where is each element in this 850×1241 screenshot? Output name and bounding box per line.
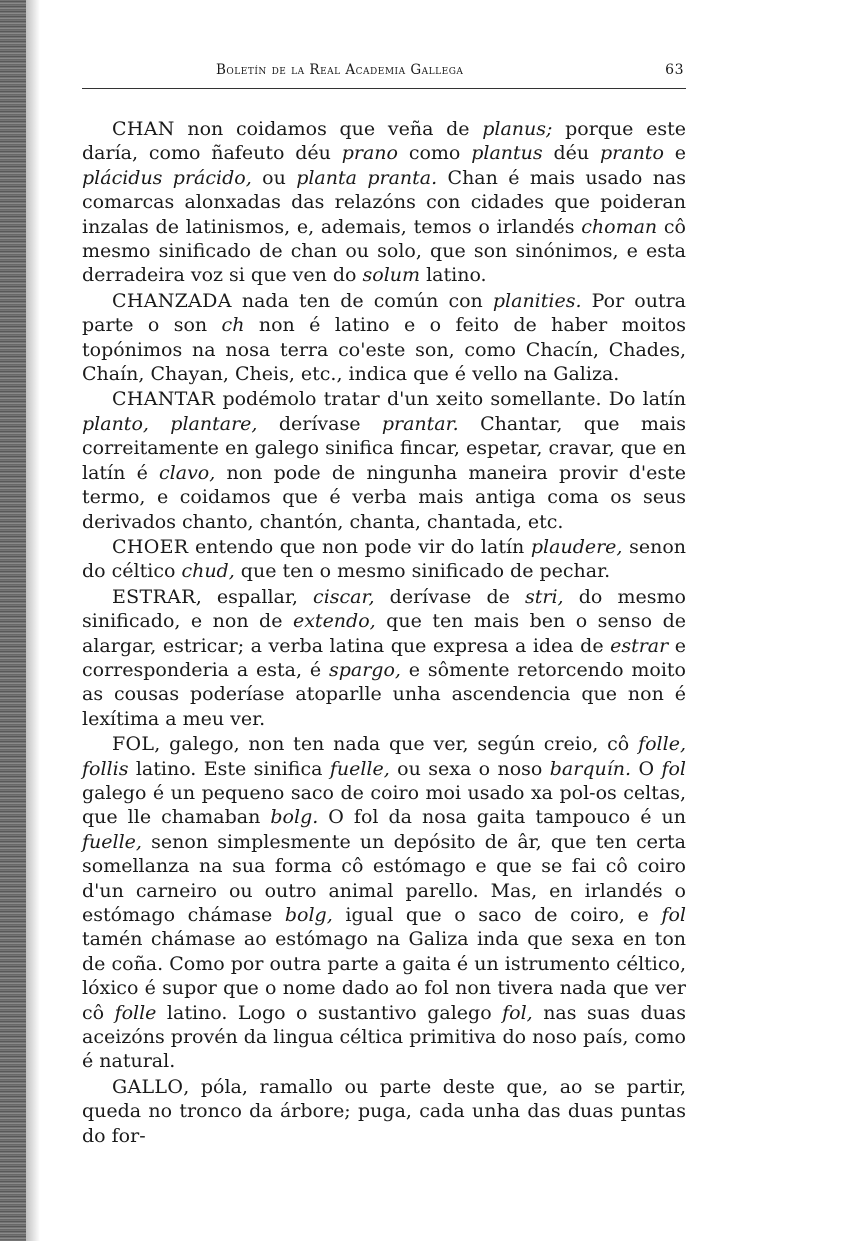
italic-word: barquín. <box>549 757 632 780</box>
text-run: nas suas duas aceizóns provén da lingua céltica primitiva do noso país, como é natural. <box>82 1001 686 1073</box>
entry-paragraph <box>82 387 686 533</box>
text-run: entendo que non pode vir do latín <box>188 535 531 558</box>
entry-term: CHOER <box>112 535 189 558</box>
text-run: derívase <box>257 412 382 435</box>
text-run: Por outra parte o son <box>82 289 686 337</box>
italic-word: extendo, <box>292 610 376 633</box>
italic-word: prantar. <box>381 412 459 435</box>
body-text <box>82 117 686 1148</box>
text-run: ou sexa o noso <box>389 757 550 780</box>
entry-paragraph <box>82 535 686 584</box>
text-run: cô mesmo sinificado de chan ou solo, que son sinónimos, e esta derradeira voz si que ven do <box>82 215 686 287</box>
text-run: igual que o saco de coiro, e <box>332 904 662 926</box>
italic-word: folle, follis <box>82 733 686 780</box>
italic-word: choman <box>581 215 658 238</box>
text-run: non pode de ningunha maneira provir d'este termo, e coidamos que é verba mais antiga coma os seus derivados chanto, chantón, chanta, chantada, etc. <box>82 461 686 533</box>
entry-paragraph <box>82 1075 686 1148</box>
text-run: déu <box>542 142 600 165</box>
text-run: latino. <box>420 264 487 287</box>
binding-edge <box>0 0 26 1241</box>
text-run: nada ten de común con <box>231 289 493 312</box>
text-run: ou <box>251 166 297 189</box>
italic-word: planta pranta. <box>296 166 438 189</box>
italic-word: plácidus prácido, <box>82 166 252 189</box>
text-run: do mesmo sinificado, e non de <box>82 585 686 633</box>
running-title: Boletín de la Real Academia Gallega <box>216 62 464 78</box>
text-run: derívase de <box>374 585 526 608</box>
italic-word: planto, plantare, <box>82 412 258 435</box>
text-run: podémolo tratar d'un xeito somellante. Do latín <box>215 388 686 411</box>
italic-word: prano <box>341 142 398 165</box>
italic-word: fuelle, <box>82 830 142 853</box>
text-run: e <box>663 142 686 165</box>
italic-word: pranto <box>600 142 664 165</box>
text-run: , galego, non ten nada que ver, según creio, cô <box>154 733 639 756</box>
entry-paragraph <box>82 732 686 1074</box>
italic-word: ch <box>221 314 245 337</box>
text-run: non é latino e o feito de haber moitos topónimos na nosa terra co'este son, como Chacín, Chades, Chaín, Chayan, Cheis, etc., indica que é vello na Galiza. <box>82 314 686 386</box>
entry-term: FOL <box>112 733 155 756</box>
italic-word: bolg, <box>284 904 333 926</box>
italic-word: plantus <box>471 142 543 165</box>
page <box>82 58 686 1149</box>
text-run: Chan é mais usado nas comarcas alonxadas das relazóns con cidades que poideran inzalas de latinismos, e, ademais, temos o irlandés <box>82 166 687 238</box>
italic-word: fol <box>661 904 686 926</box>
text-run: porque este daría, como ñafeuto déu <box>82 118 686 165</box>
italic-word: estrar <box>610 634 669 657</box>
text-run: galego é un pequeno saco de coiro moi usado xa pol-os celtas, que lle chamaban <box>82 781 686 829</box>
running-head <box>82 58 686 84</box>
entry-paragraph <box>82 117 686 288</box>
text-run: e corresponderia a esta, é <box>82 634 686 681</box>
italic-word: solum <box>362 264 421 287</box>
header-rule <box>82 88 686 89</box>
entry-term: GALLO <box>112 1075 184 1098</box>
italic-word: spargo, <box>328 658 401 681</box>
entry-term: CHANZADA <box>112 289 232 312</box>
binding-shadow <box>26 0 40 1241</box>
text-run: como <box>397 142 472 165</box>
text-run: latino. Este sinifica <box>128 757 330 780</box>
text-run: latino. Logo o sustantivo galego <box>156 1001 503 1024</box>
text-run: que ten o mesmo sinificado de pechar. <box>234 560 611 583</box>
text-run: , espallar, <box>195 585 314 608</box>
text-run: O <box>631 757 662 780</box>
entry-paragraph <box>82 585 686 731</box>
text-run: e sômente retorcendo moito as cousas poderíase atoparlle unha ascendencia que non é lexítima a meu ver. <box>82 658 686 730</box>
italic-word: stri, <box>525 585 564 608</box>
italic-word: planities. <box>492 289 582 312</box>
italic-word: clavo, <box>159 461 216 484</box>
italic-word: ciscar, <box>313 585 375 608</box>
entry-term: CHAN <box>112 118 175 140</box>
italic-word: planus; <box>482 118 553 140</box>
italic-word: chud, <box>181 560 235 583</box>
text-run: O fol da nosa gaita tampouco é un <box>318 806 686 829</box>
text-run: tamén chámase ao estómago na Galiza inda que sexa en ton de coña. Como por outra parte a gaita é un istrumento céltico, lóxico é supor que o nome dado ao fol non tivera nada que ver cô <box>82 928 686 1024</box>
italic-word: fol, <box>502 1001 533 1024</box>
text-run: , póla, ramallo ou parte deste que, ao se partir, queda no tronco da árbore; puga, cada unha das duas puntas do for- <box>82 1075 686 1147</box>
italic-word: bolg. <box>270 806 319 829</box>
entry-term: ESTRAR <box>112 585 196 608</box>
text-run: non coidamos que veña de <box>174 118 483 140</box>
text-run: Chantar, que mais correitamente en galego sinifica fincar, espetar, cravar, que en latín é <box>82 412 686 484</box>
page-number: 63 <box>665 62 684 78</box>
italic-word: fuelle, <box>329 757 390 780</box>
text-run: que ten mais ben o senso de alargar, estricar; a verba latina que expresa a idea de <box>82 610 686 657</box>
text-run: senon simplesmente un depósito de âr, que ten certa somellanza na sua forma cô estómago e que se fai cô coiro d'un carneiro ou outro animal parello. Mas, en irlandés o estómago chámase <box>82 830 686 926</box>
italic-word: plaudere, <box>530 535 623 558</box>
italic-word: fol <box>661 757 687 780</box>
entry-paragraph <box>82 289 686 387</box>
italic-word: folle <box>114 1001 157 1024</box>
entry-term: CHANTAR <box>112 388 216 411</box>
text-run: senon do céltico <box>82 535 686 583</box>
